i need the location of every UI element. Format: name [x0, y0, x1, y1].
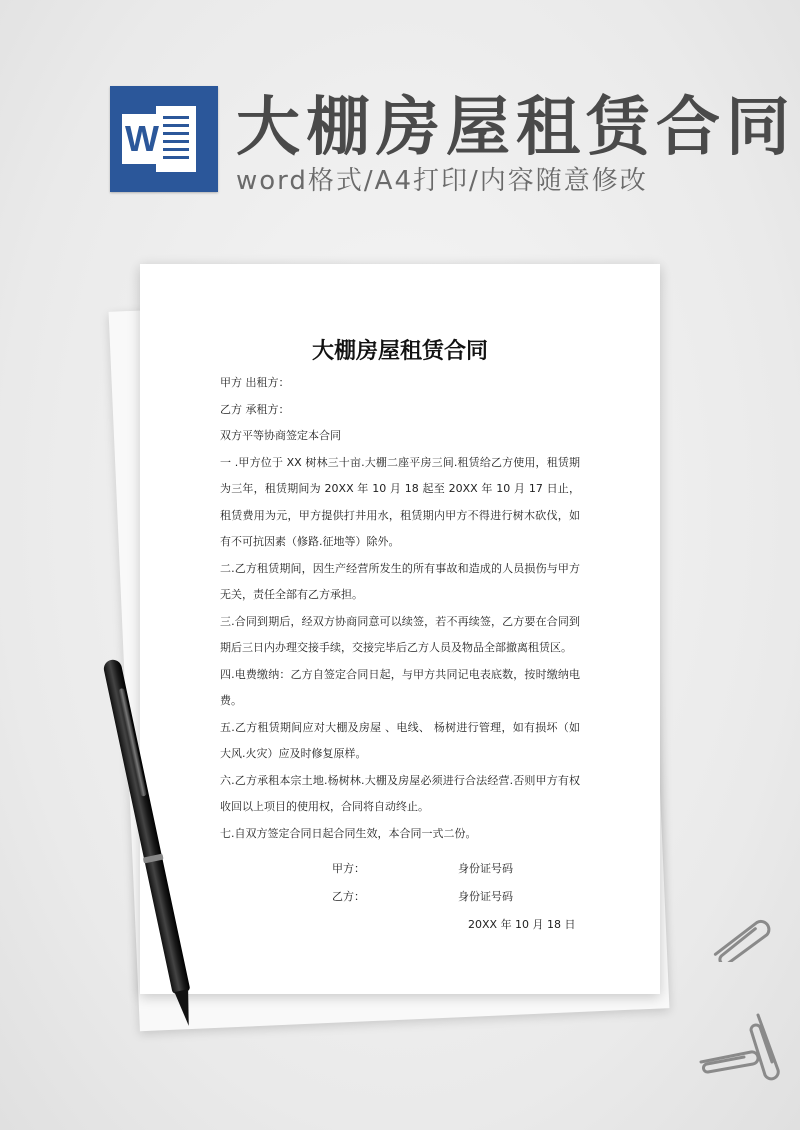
- signature-party-a-id: 身份证号码: [458, 862, 513, 875]
- paperclip-icon: [706, 912, 776, 962]
- signature-date: 20XX 年 10 月 18 日: [468, 918, 576, 931]
- signature-party-b-id: 身份证号码: [458, 890, 513, 903]
- word-logo-icon: [110, 86, 218, 192]
- header-banner: [110, 86, 796, 196]
- word-logo-letter: W: [122, 114, 162, 164]
- document-sheet: [140, 264, 660, 994]
- paragraph: 一 .甲方位于 XX 树林三十亩.大棚二座平房三间.租赁给乙方使用，租赁期为三年，租赁期间为 20XX 年 10 月 18 起至 20XX 年 10 月 17 日止，租赁费用为元，甲方提供打井用水，租赁期内甲方不得进行树木砍伐，如有不可抗因素（修路.征地等）除外。: [220, 455, 580, 548]
- paragraph: 双方平等协商签定本合同: [220, 429, 341, 442]
- page-subtitle: word格式/A4打印/内容随意修改: [236, 166, 648, 196]
- paragraph: 七.自双方签定合同日起合同生效，本合同一式二份。: [220, 826, 477, 840]
- paragraph: 甲方 出租方：: [220, 376, 290, 389]
- watermark: ​: [75, 430, 85, 455]
- paragraph: 二.乙方租赁期间，因生产经营所发生的所有事故和造成的人员损伤与甲方无关，责任全部有乙方承担。: [220, 561, 580, 601]
- document-title: 大棚房屋租赁合同: [311, 339, 488, 364]
- signature-party-a: 甲方：: [332, 862, 365, 875]
- document-body: [220, 370, 580, 847]
- page-title: 大棚房屋租赁合同: [236, 91, 796, 165]
- signature-party-b: 乙方：: [332, 890, 365, 903]
- paperclip-icon: [696, 1040, 762, 1080]
- paragraph: 六.乙方承租本宗土地.杨树林.大棚及房屋必须进行合法经营.否则甲方有权收回以上项目的使用权，合同将自动终止。: [220, 773, 580, 813]
- paragraph: 三.合同到期后，经双方协商同意可以续签，若不再续签，乙方要在合同到期后三日内办理交接手续，交接完毕后乙方人员及物品全部撤离租赁区。: [220, 614, 580, 654]
- paragraph: 五.乙方租赁期间应对大棚及房屋 、电线、 杨树进行管理，如有损坏（如大风.火灾）应及时修复原样。: [220, 720, 580, 760]
- paragraph: 四.电费缴纳：乙方自签定合同日起，与甲方共同记电表底数，按时缴纳电费。: [220, 667, 580, 707]
- paragraph: 乙方 承租方：: [220, 402, 290, 416]
